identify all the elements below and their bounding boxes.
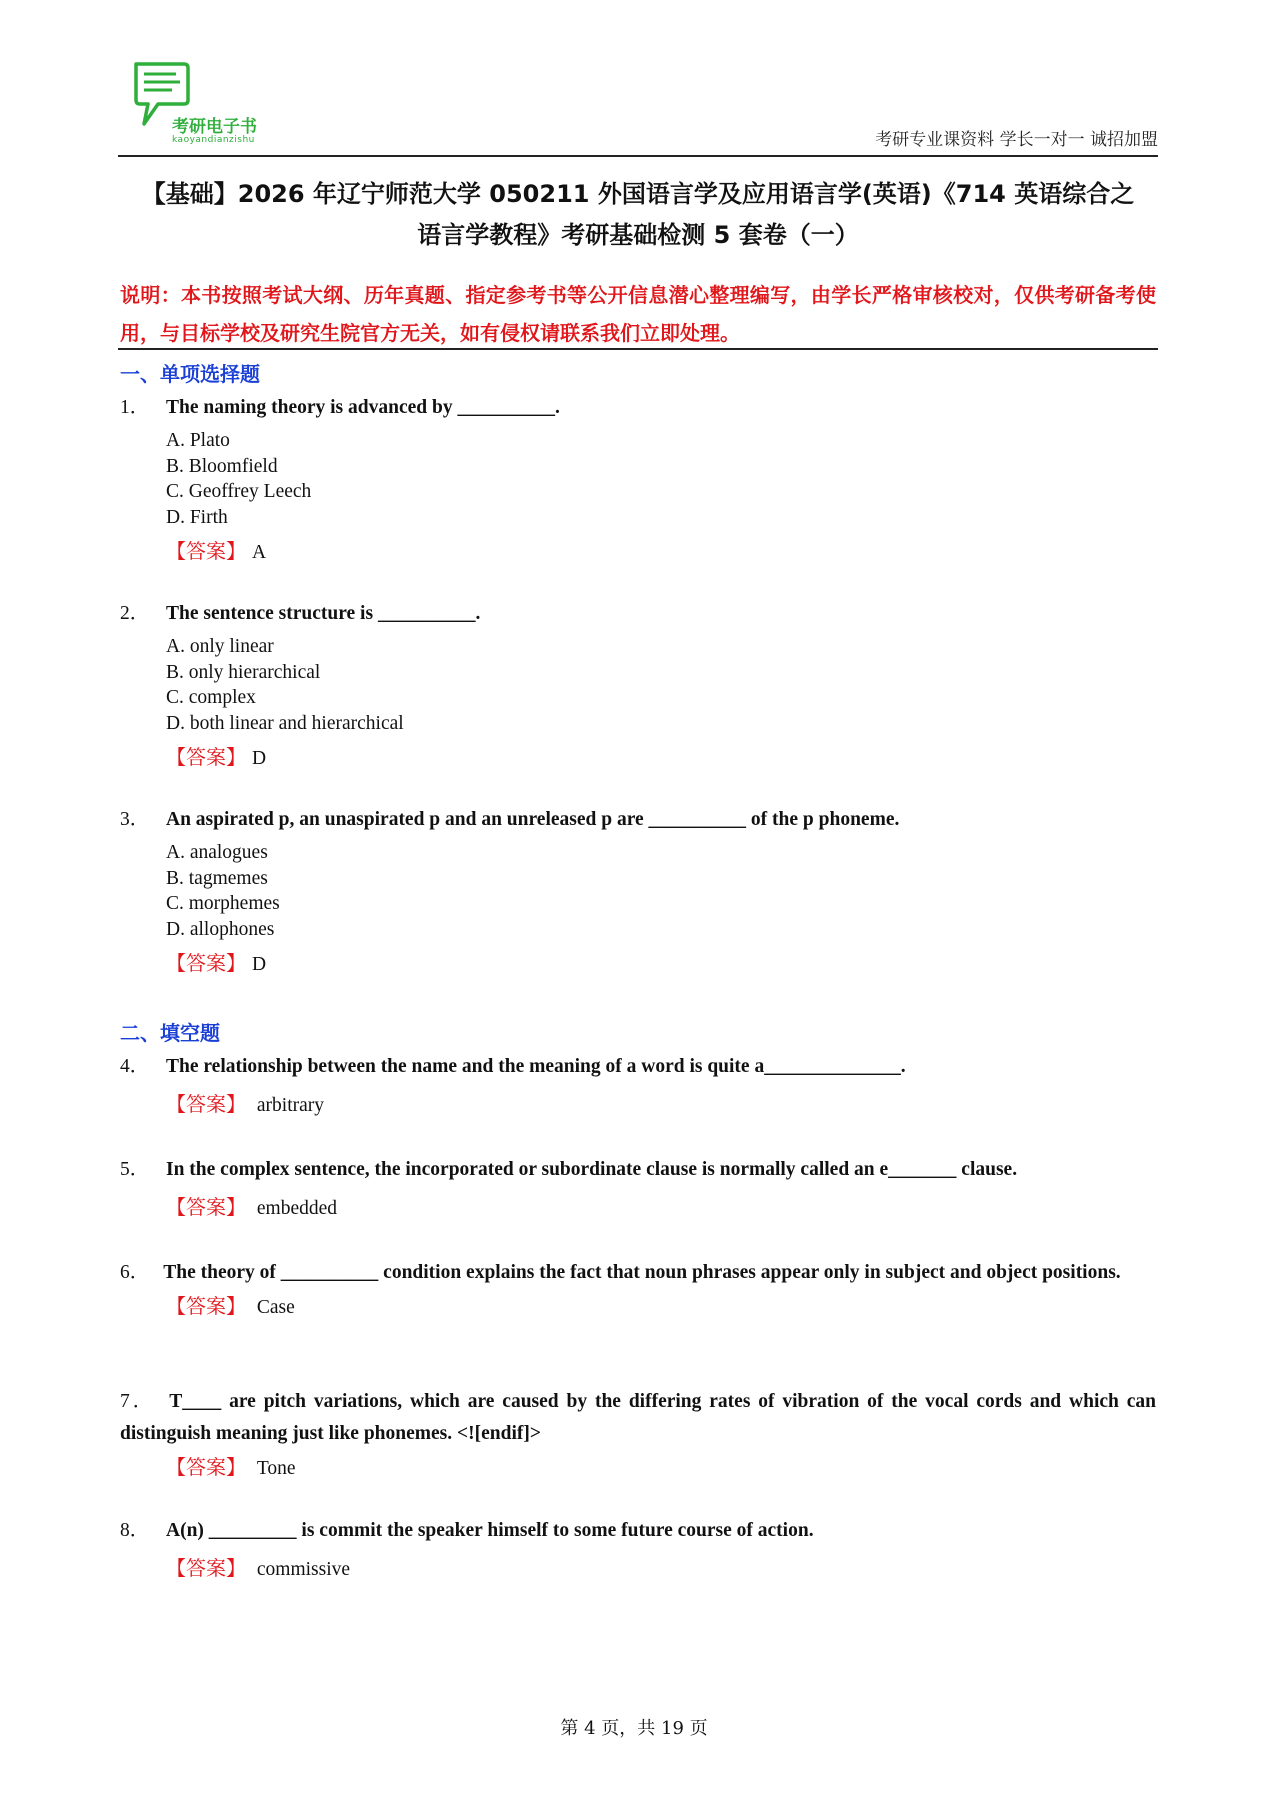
question-text: In the complex sentence, the incorporated or subordinate clause is normally called an e_______ clause.	[166, 1159, 1018, 1180]
option-c: C. morphemes	[166, 893, 280, 914]
option-b: B. Bloomfield	[166, 455, 278, 477]
option-b: B. only hierarchical	[166, 661, 321, 683]
question-3	[120, 804, 1156, 980]
answer	[166, 1452, 1156, 1484]
option-a: A. analogues	[166, 842, 268, 863]
answer-value: Case	[256, 1297, 295, 1318]
option-d: D. Firth	[166, 506, 228, 528]
document-title	[120, 174, 1156, 256]
question-4	[120, 1051, 1156, 1121]
option-c: C. complex	[166, 687, 256, 708]
question-1	[120, 392, 1156, 568]
answer-label: 【答案】	[166, 1294, 246, 1318]
question-text: The naming theory is advanced by __________.	[166, 397, 560, 418]
answer-value: arbitrary	[256, 1095, 325, 1116]
answer-label: 【答案】	[166, 745, 246, 769]
question-number: 6．	[120, 1262, 150, 1283]
answer-value: Tone	[256, 1458, 296, 1479]
option-d: D. both linear and hierarchical	[166, 712, 404, 734]
header-divider	[118, 155, 1158, 157]
question-number: 8．	[120, 1520, 150, 1541]
answer-label: 【答案】	[166, 1455, 246, 1479]
answer	[166, 1089, 1156, 1121]
question-text: An aspirated p, an unaspirated p and an unreleased p are __________ of the p phoneme.	[166, 809, 900, 830]
section-heading-fill-in-blank: 二、填空题	[120, 1021, 220, 1045]
question-number: 3．	[120, 809, 150, 830]
answer-label: 【答案】	[166, 1092, 246, 1116]
question-7	[120, 1386, 1156, 1484]
option-d: D. allophones	[166, 918, 275, 940]
notice-divider	[118, 348, 1158, 350]
question-text: The relationship between the name and the meaning of a word is quite a______________.	[166, 1056, 906, 1077]
question-2	[120, 598, 1156, 774]
question-number: 7．	[120, 1391, 156, 1412]
question-text: The theory of __________ condition explains the fact that noun phrases appear only in subject and object positions.	[163, 1262, 1121, 1283]
question-6	[120, 1257, 1156, 1323]
answer	[166, 536, 1156, 568]
answer-value: embedded	[256, 1198, 338, 1219]
options-list	[166, 840, 1156, 942]
answer	[166, 742, 1156, 774]
question-text: The sentence structure is __________.	[166, 603, 481, 624]
page-number-footer: 第 4 页，共 19 页	[560, 1718, 708, 1739]
answer	[166, 1291, 1156, 1323]
answer	[166, 1553, 1156, 1585]
question-number: 1．	[120, 397, 150, 418]
question-number: 4．	[120, 1056, 150, 1077]
option-b: B. tagmemes	[166, 867, 268, 889]
logo	[132, 60, 292, 150]
section-heading-multiple-choice: 一、单项选择题	[120, 362, 260, 386]
header-tagline: 考研专业课资料 学长一对一 诚招加盟	[875, 130, 1158, 150]
answer-label: 【答案】	[166, 1556, 246, 1580]
title-line-1: 【基础】2026 年辽宁师范大学 050211 外国语言学及应用语言学(英语)《714 英语综合之	[141, 180, 1135, 208]
title-line-2: 语言学教程》考研基础检测 5 套卷（一）	[417, 221, 859, 249]
answer-label: 【答案】	[166, 1195, 246, 1219]
answer-value: A	[252, 542, 267, 563]
options-list	[166, 634, 1156, 736]
answer-label: 【答案】	[166, 951, 246, 975]
logo-text: 考研电子书	[172, 117, 257, 137]
answer	[166, 1192, 1156, 1224]
answer-value: commissive	[256, 1559, 351, 1580]
options-list	[166, 428, 1156, 530]
question-text: T____ are pitch variations, which are caused by the differing rates of vibration of the vocal cords and which can distinguish meaning just like phonemes. <![endif]>	[120, 1391, 1156, 1444]
question-text: A(n) _________ is commit the speaker himself to some future course of action.	[166, 1520, 814, 1541]
option-c: C. Geoffrey Leech	[166, 481, 312, 502]
option-a: A. only linear	[166, 636, 274, 657]
disclaimer-notice: 说明：本书按照考试大纲、历年真题、指定参考书等公开信息潜心整理编写，由学长严格审核校对，仅供考研备考使用，与目标学校及研究生院官方无关，如有侵权请联系我们立即处理。	[120, 283, 1156, 345]
question-number: 5．	[120, 1159, 150, 1180]
question-number: 2．	[120, 603, 150, 624]
answer	[166, 948, 1156, 980]
option-a: A. Plato	[166, 430, 230, 451]
answer-value: D	[252, 954, 267, 975]
answer-value: D	[252, 748, 267, 769]
question-5	[120, 1154, 1156, 1224]
answer-label: 【答案】	[166, 539, 246, 563]
question-8	[120, 1515, 1156, 1585]
logo-subtext: kaoyandianzishu	[172, 135, 255, 145]
